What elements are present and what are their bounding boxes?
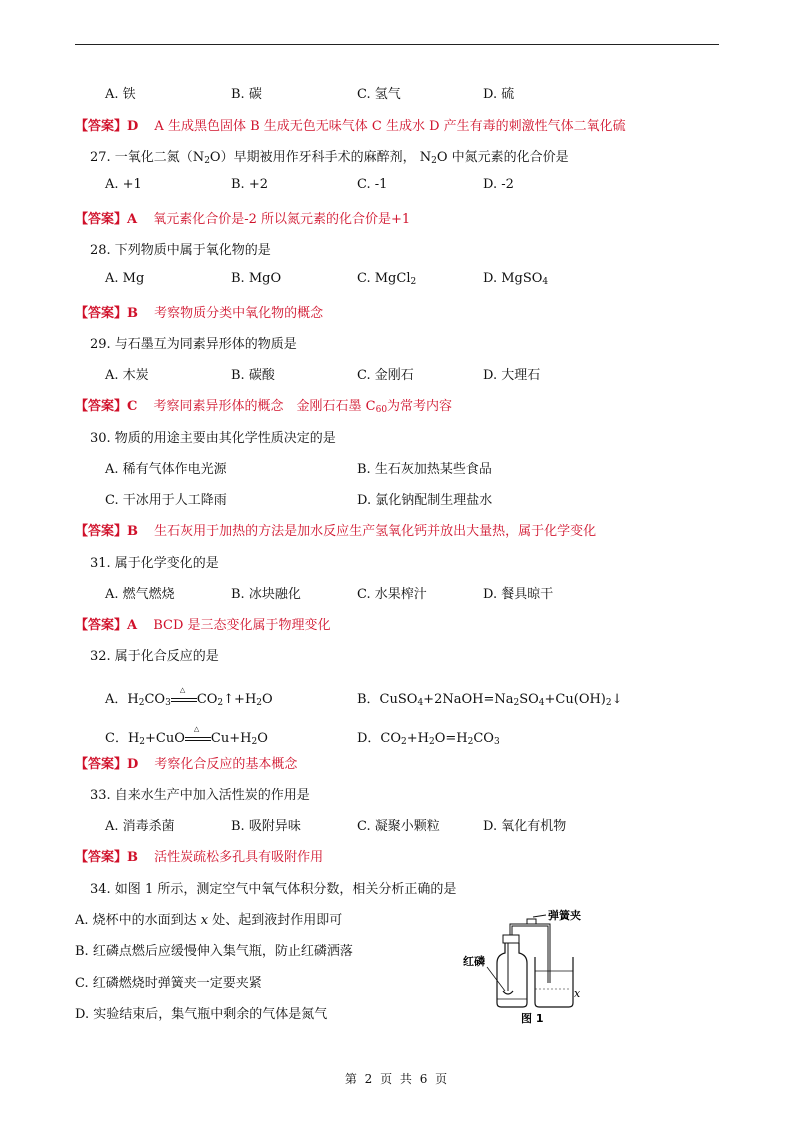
subscript: 2 (204, 156, 210, 166)
formula-part: Cu+H (210, 731, 252, 746)
answer-tag: 【答案】A (75, 212, 138, 227)
q32-option-b (357, 688, 623, 708)
formula-part: +CuO (145, 731, 185, 746)
formula-part: +Cu(OH) (544, 692, 606, 707)
subscript: 2 (401, 737, 407, 747)
subscript: 2 (431, 156, 437, 166)
q29-answer (75, 395, 452, 415)
q28-options (105, 271, 715, 289)
q26-options (105, 83, 715, 101)
stopper (503, 935, 519, 943)
answer-explanation: 考察物质分类中氧化物的概念 (154, 306, 324, 321)
q32-options-row1 (105, 685, 715, 708)
formula-part: B．CuSO (357, 692, 418, 707)
heating-equals-sign (171, 685, 197, 705)
option-text: 处、起到液封作用即可 (208, 913, 343, 928)
answer-text-part: 考察同素异形体的概念 金刚石石墨 C (153, 399, 376, 414)
q28-answer (75, 302, 323, 321)
q34-option-d: D. 实验结束后，集气瓶中剩余的气体是氮气 (75, 1007, 328, 1022)
q32-answer (75, 753, 297, 772)
phosphorus-label: 红磷 (463, 955, 485, 968)
q31-answer (75, 614, 331, 633)
formula-part: O (257, 731, 268, 746)
q33-option-a: A. 消毒杀菌 (105, 819, 175, 834)
q32-option-c (105, 724, 268, 747)
q34-option-a (75, 909, 342, 928)
subscript: 4 (417, 698, 424, 708)
heating-equals-sign (185, 724, 211, 744)
subscript: 2 (429, 737, 435, 747)
heat-symbol: △ (179, 685, 186, 694)
answer-tag: 【答案】D (75, 119, 139, 134)
figure-caption: 图 1 (521, 1012, 544, 1025)
subscript: 4 (538, 698, 545, 708)
apparatus-drawing (463, 905, 613, 1025)
q26-option-d: D. 硫 (483, 87, 515, 102)
q27-stem-part: O 中氮元素的化合价是 (436, 150, 569, 165)
q34-option-c: C. 红磷燃烧时弹簧夹一定要夹紧 (75, 976, 262, 991)
q28-option-b: B. MgO (231, 271, 282, 286)
q29-option-a: A. 木炭 (105, 368, 149, 383)
q26-option-b: B. 碳 (231, 87, 262, 102)
q32-stem: 32. 属于化合反应的是 (90, 649, 219, 664)
header-rule (75, 44, 719, 45)
q28-option-c (357, 271, 416, 287)
figure-1-apparatus (463, 905, 613, 1025)
q33-option-b: B. 吸附异味 (231, 819, 301, 834)
q31-option-b: B. 冰块融化 (231, 587, 301, 602)
q29-option-d: D. 大理石 (483, 368, 541, 383)
variable-x: x (200, 913, 209, 928)
formula-part: +2NaOH=Na (423, 692, 514, 707)
q27-option-d: D. -2 (483, 177, 514, 192)
q33-stem: 33. 自来水生产中加入活性炭的作用是 (90, 788, 310, 803)
answer-explanation (154, 399, 453, 414)
answer-explanation: 生石灰用于加热的方法是加水反应生产氢氧化钙并放出大量热，属于化学变化 (154, 524, 597, 539)
q32-option-a (105, 685, 273, 708)
subscript: 2 (410, 277, 417, 287)
combustion-spoon (503, 991, 513, 994)
formula-part: ↓ (611, 692, 623, 707)
formula-part: A．H (105, 692, 139, 707)
q30-option-c: C. 干冰用于人工降雨 (105, 493, 227, 508)
option-text: D. MgSO (483, 271, 543, 286)
rubber-tube-inner (511, 925, 549, 983)
formula-part: SO (519, 692, 539, 707)
q29-options (105, 364, 715, 382)
subscript: 2 (467, 737, 474, 747)
answer-tag: 【答案】A (75, 618, 138, 633)
formula-part: C．H (105, 731, 140, 746)
subscript: 2 (251, 737, 258, 747)
q29-stem: 29. 与石墨互为同素异形体的物质是 (90, 337, 297, 352)
subscript: 2 (605, 698, 612, 708)
answer-explanation: BCD 是三态变化属于物理变化 (153, 618, 331, 633)
formula-part: O (262, 692, 273, 707)
q27-stem-part: 27. 一氧化二氮（N (90, 150, 205, 165)
subscript: 2 (217, 698, 224, 708)
q34-option-b: B. 红磷点燃后应缓慢伸入集气瓶，防止红磷洒落 (75, 944, 353, 959)
subscript: 2 (138, 698, 145, 708)
answer-explanation: 活性炭疏松多孔具有吸附作用 (154, 850, 324, 865)
gas-collecting-bottle (497, 943, 527, 1007)
x-mark-label: x (574, 987, 581, 1000)
formula-part: CO (473, 731, 494, 746)
clamp-leader-line (533, 915, 546, 917)
formula-part: CO (196, 692, 218, 707)
q30-options-row2 (105, 489, 715, 507)
rubber-tube (511, 925, 549, 983)
q30-stem: 30. 物质的用途主要由其化学性质决定的是 (90, 431, 336, 446)
q29-option-c: C. 金刚石 (357, 368, 414, 383)
q27-answer (75, 208, 410, 227)
subscript: 2 (139, 737, 146, 747)
q31-options (105, 583, 715, 601)
q33-option-c: C. 凝聚小颗粒 (357, 819, 440, 834)
answer-text-part: 为常考内容 (387, 399, 453, 414)
q31-option-d: D. 餐具晾干 (483, 587, 554, 602)
q32-option-d (357, 727, 500, 747)
q26-option-a: A. 铁 (105, 87, 136, 102)
q28-stem: 28. 下列物质中属于氧化物的是 (90, 243, 271, 258)
q31-option-a: A. 燃气燃烧 (105, 587, 175, 602)
q34-stem: 34. 如图 1 所示，测定空气中氧气体积分数，相关分析正确的是 (90, 882, 457, 897)
answer-tag: 【答案】B (75, 524, 138, 539)
option-text: A. 烧杯中的水面到达 (75, 913, 201, 928)
q30-option-a: A. 稀有气体作电光源 (105, 462, 227, 477)
answer-explanation: 氧元素化合价是-2 所以氮元素的化合价是+1 (153, 212, 411, 227)
q27-option-c: C. -1 (357, 177, 388, 192)
subscript: 4 (542, 277, 549, 287)
formula-part: ↑+H (223, 692, 257, 707)
q33-options (105, 815, 715, 833)
q27-option-b: B. +2 (231, 177, 268, 192)
formula-part: O=H (434, 731, 468, 746)
beaker (535, 957, 573, 1007)
subscript: 60 (375, 405, 388, 415)
answer-explanation: A 生成黑色固体 B 生成无色无味气体 C 生成水 D 产生有毒的刺激性气体二氧化硫 (154, 119, 626, 134)
q31-option-c: C. 水果榨汁 (357, 587, 427, 602)
answer-tag: 【答案】D (75, 757, 139, 772)
q29-option-b: B. 碳酸 (231, 368, 275, 383)
q30-options-row1 (105, 458, 715, 476)
heat-symbol: △ (193, 724, 200, 733)
answer-tag: 【答案】C (75, 399, 138, 414)
subscript: 2 (256, 698, 263, 708)
page-footer: 第 2 页 共 6 页 (344, 1072, 450, 1086)
q27-stem (90, 146, 569, 166)
answer-explanation: 考察化合反应的基本概念 (154, 757, 298, 772)
q27-options (105, 177, 715, 195)
q31-stem: 31. 属于化学变化的是 (90, 556, 219, 571)
subscript: 3 (493, 737, 500, 747)
formula-part: +H (406, 731, 429, 746)
phosphorus-leader-line (487, 967, 505, 991)
q27-option-a: A. +1 (105, 177, 142, 192)
answer-tag: 【答案】B (75, 850, 138, 865)
subscript: 2 (513, 698, 520, 708)
subscript: 3 (165, 698, 171, 708)
answer-tag: 【答案】B (75, 306, 138, 321)
q26-answer (75, 115, 626, 134)
q27-stem-part: O）早期被用作牙科手术的麻醉剂， N (209, 150, 432, 165)
q28-option-a: A. Mg (105, 271, 145, 286)
q30-answer (75, 520, 596, 539)
q33-option-d: D. 氧化有机物 (483, 819, 567, 834)
clamp-label: 弹簧夹 (548, 909, 581, 922)
q30-option-d: D. 氯化钠配制生理盐水 (357, 493, 493, 508)
q33-answer (75, 846, 323, 865)
q28-option-d (483, 271, 548, 287)
formula-part: D．CO (357, 731, 402, 746)
q32-options-row2 (105, 724, 715, 747)
formula-part: CO (144, 692, 166, 707)
q26-option-c: C. 氢气 (357, 87, 401, 102)
q30-option-b: B. 生石灰加热某些食品 (357, 462, 492, 477)
option-text: C. MgCl (357, 271, 411, 286)
